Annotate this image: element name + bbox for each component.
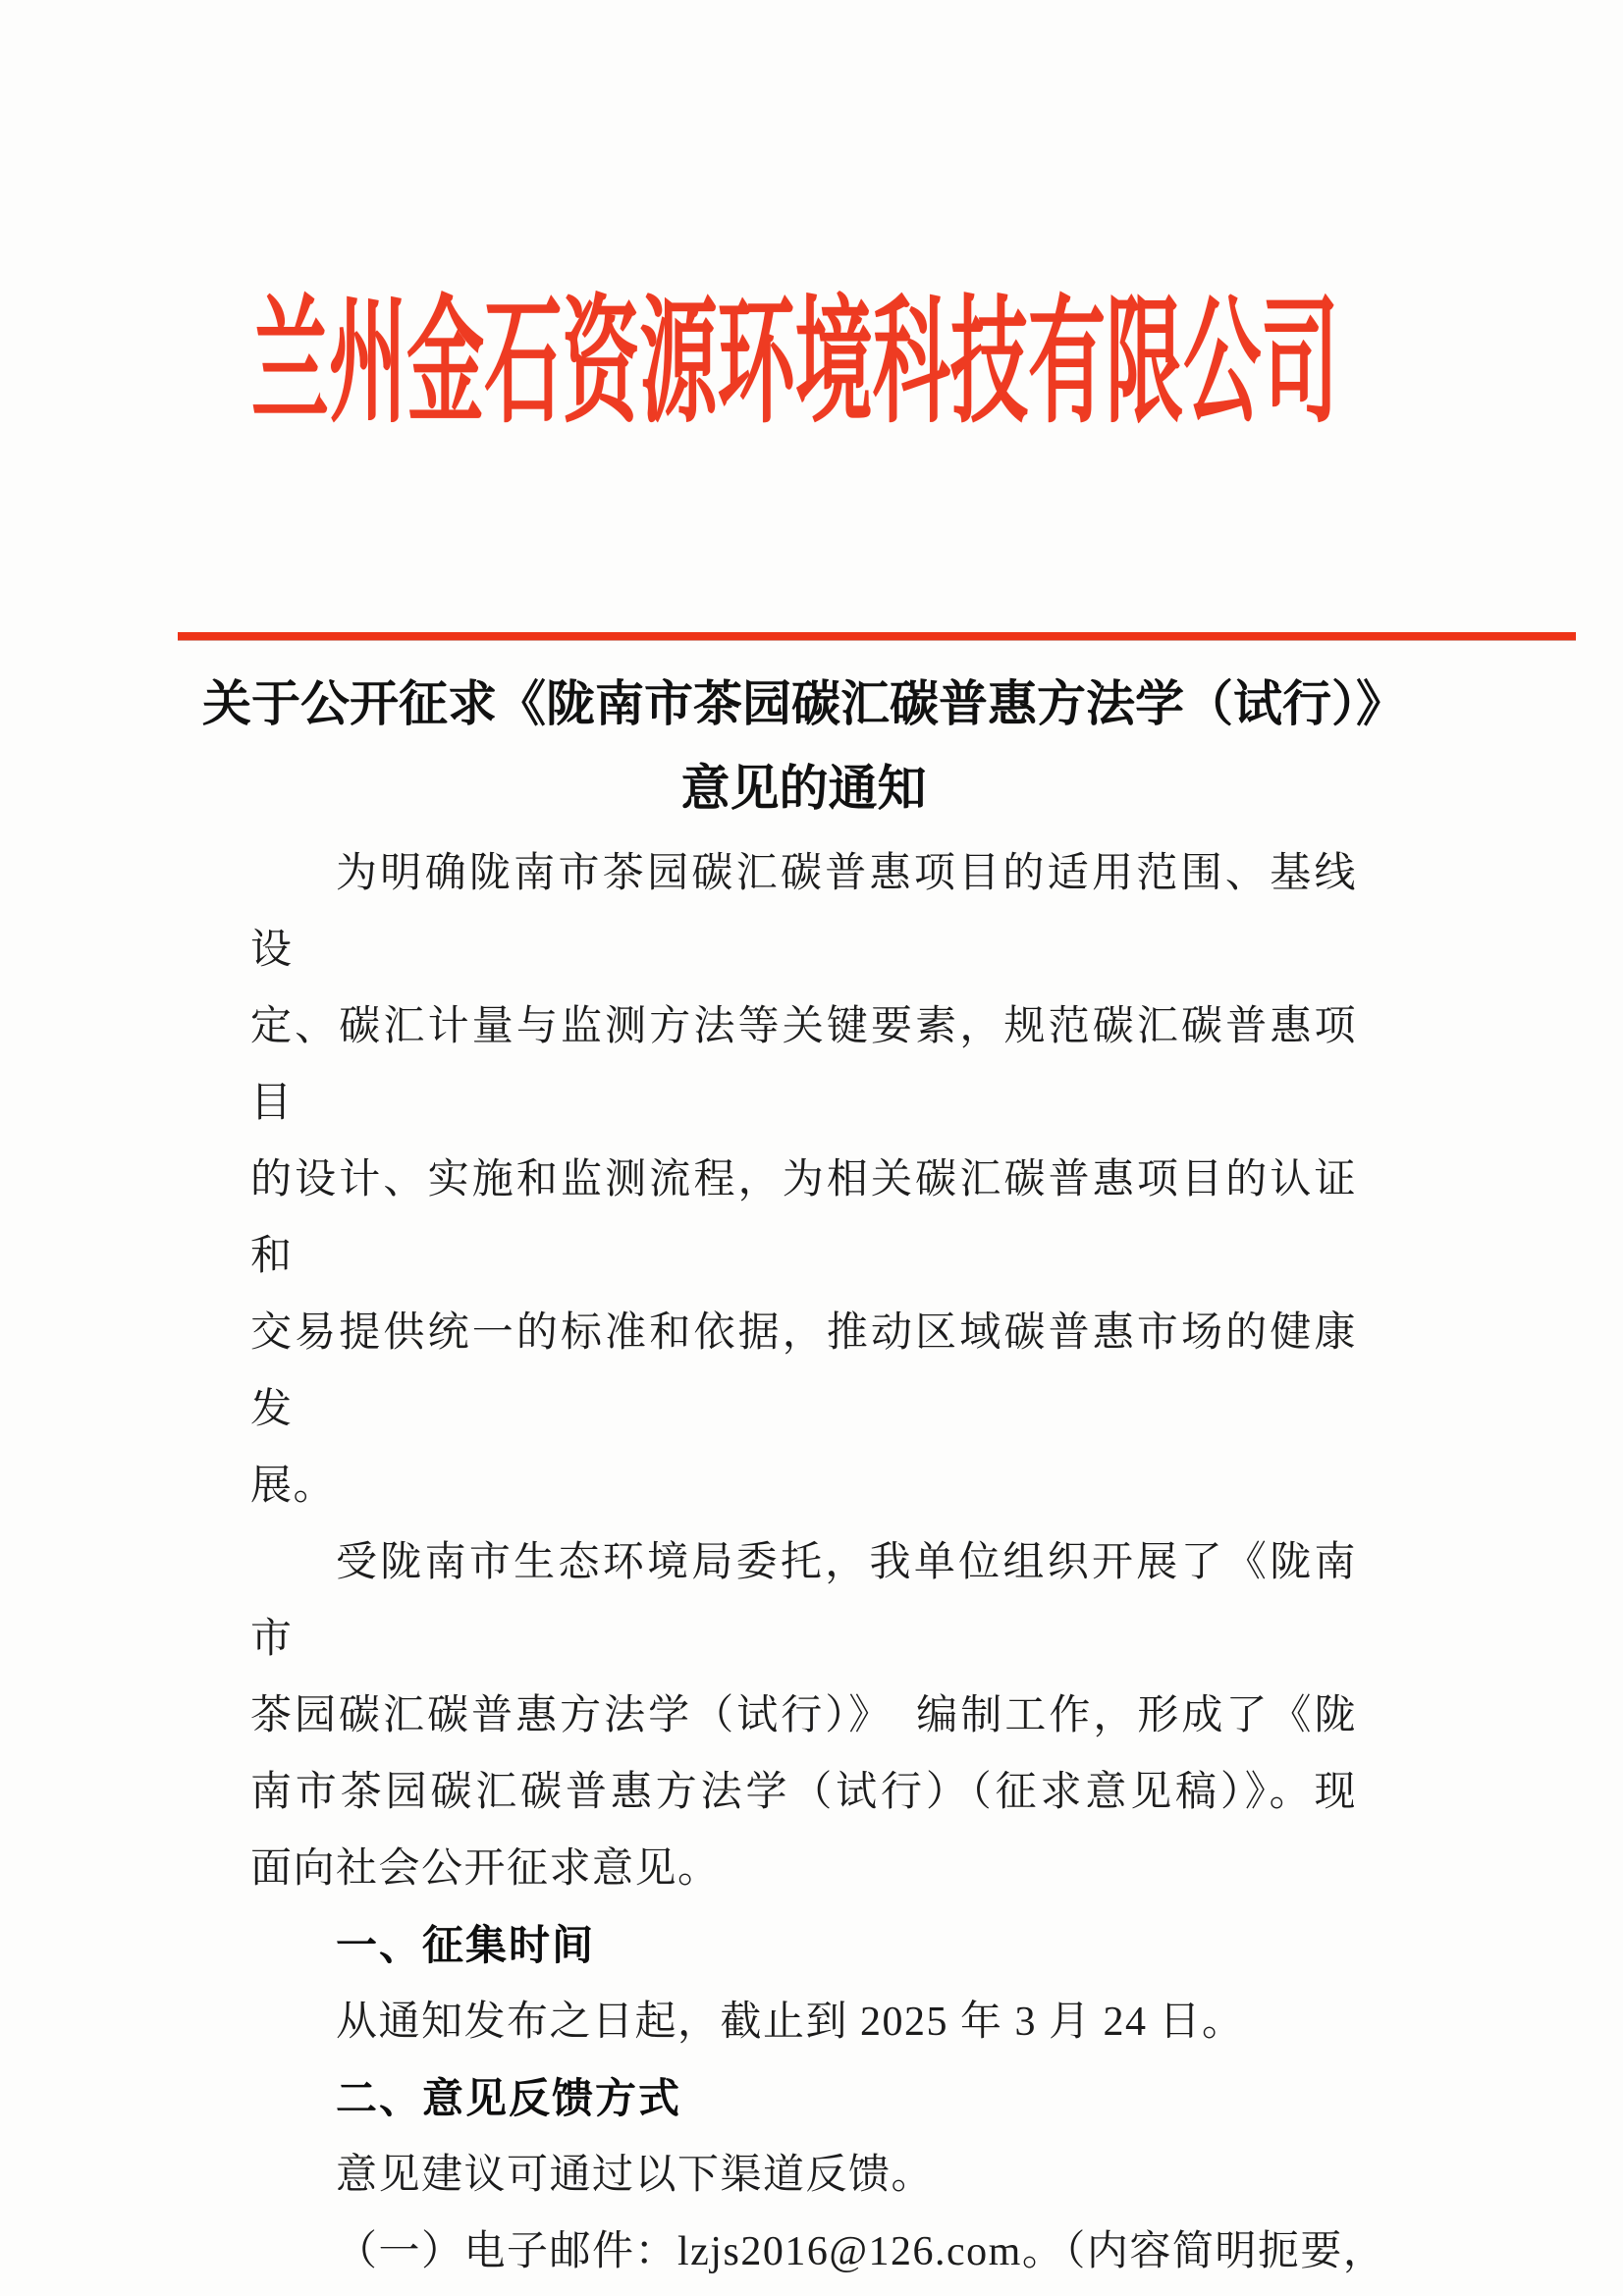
- body-line: 南市茶园碳汇碳普惠方法学（试行）（征求意见稿）》。现: [250, 1770, 1357, 1815]
- body-line: 展。: [250, 1464, 337, 1509]
- body-line: 意见建议可通过以下渠道反馈。: [336, 2153, 935, 2198]
- section-heading: 二、意见反馈方式: [336, 2075, 682, 2121]
- notice-title-line-1: 关于公开征求《陇南市茶园碳汇碳普惠方法学（试行）》: [202, 676, 1405, 731]
- notice-title: [202, 662, 1405, 830]
- body-line: 为明确陇南市茶园碳汇碳普惠项目的适用范围、基线设: [250, 851, 1357, 973]
- notice-title-line-2: 意见的通知: [680, 761, 927, 816]
- body-line: 受陇南市生态环境局委托，我单位组织开展了《陇南市: [250, 1540, 1357, 1662]
- body-line: 从通知发布之日起，截止到 2025 年 3 月 24 日。: [336, 2000, 1245, 2045]
- notice-body: [250, 835, 1386, 2290]
- body-line: 面向社会公开征求意见。: [250, 1846, 721, 1892]
- company-name: 兰州金石资源环境科技有限公司: [251, 288, 1339, 440]
- letterhead: [251, 288, 1339, 440]
- body-line: 定、碳汇计量与监测方法等关键要素，规范碳汇碳普惠项目: [250, 1004, 1357, 1126]
- body-line: 的设计、实施和监测流程，为相关碳汇碳普惠项目的认证和: [250, 1157, 1357, 1279]
- body-line: 交易提供统一的标准和依据，推动区域碳普惠市场的健康发: [250, 1310, 1357, 1432]
- section-heading: 一、征集时间: [336, 1922, 596, 1968]
- body-line: 茶园碳汇碳普惠方法学（试行）》 编制工作，形成了《陇: [250, 1693, 1357, 1738]
- body-line: （一）电子邮件：lzjs2016@126.com。（内容简明扼要，: [336, 2229, 1386, 2274]
- red-divider-line: [178, 632, 1576, 640]
